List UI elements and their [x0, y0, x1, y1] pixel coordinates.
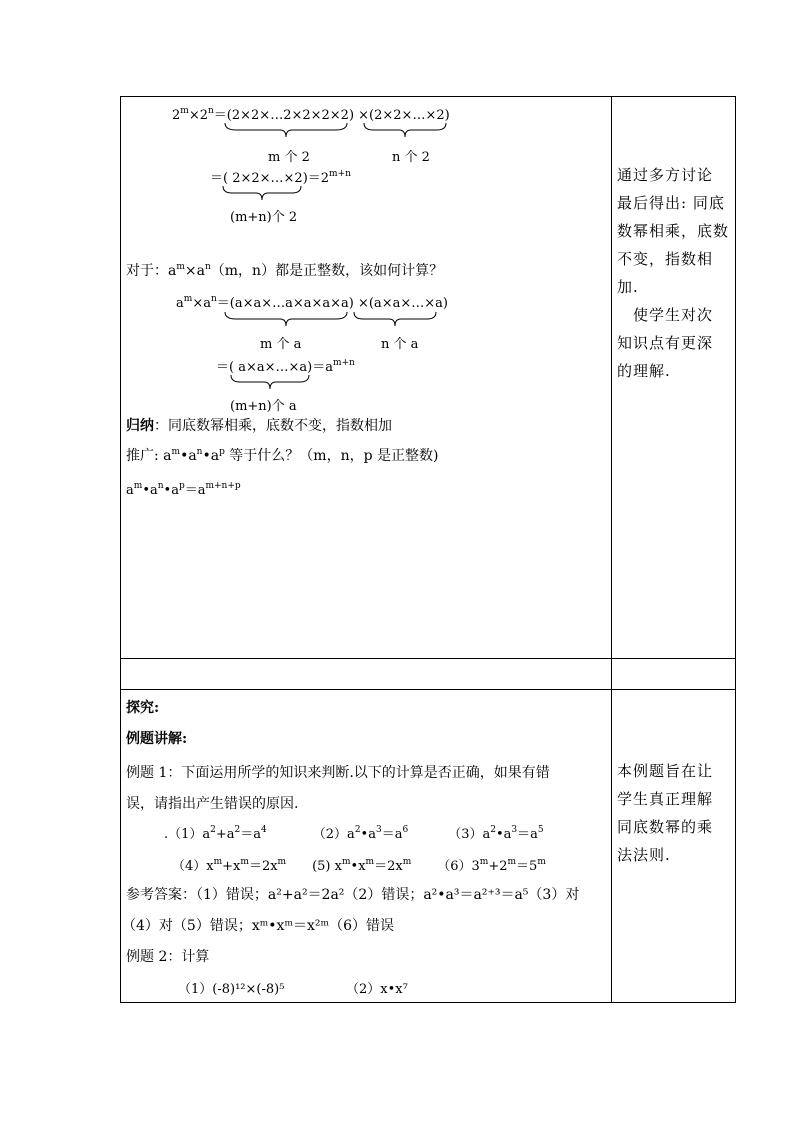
table-row-divider-1 [120, 658, 736, 659]
brace-mn-a [230, 373, 310, 391]
power-a-equation: $a^m\times a^n=(a\times a\times\dots a\times a\times a\times a)$ ×(a×a×…×a) [176, 294, 448, 311]
label-n-twos: n 个 2 [392, 150, 430, 165]
brace-mn-twos [222, 184, 302, 202]
note-line: 法法则. [617, 846, 671, 864]
example1-row2 [172, 855, 546, 874]
note-line: 知识点有更深 [617, 334, 714, 352]
summary-rule: 归纳：同底数幂相乘，底数不变，指数相加 [126, 418, 392, 434]
table-border-left [120, 96, 121, 1003]
note-line: 加. [617, 278, 639, 296]
note-line: 不变，指数相 [617, 250, 714, 268]
example1-item: (5) $x^m•x^m=2x^m$ [312, 857, 412, 874]
example1-item: $(6)3^m+2^m=5^m$ [437, 857, 546, 874]
answer-line2: （4）对（5）错误；xᵐ•xᵐ＝x²ᵐ（6）错误 [122, 918, 395, 934]
label-m-a: m 个 a [260, 337, 302, 352]
note-line: 最后得出: 同底 [617, 194, 725, 212]
explore-heading: 探究: [126, 700, 160, 716]
example1-prompt-line2: 误，请指出产生错误的原因. [126, 796, 299, 812]
example1-prompt-line1: 例题 1：下面运用所学的知识来判断.以下的计算是否正确，如果有错 [126, 765, 550, 781]
note-line: 使学生对次 [617, 306, 714, 324]
teaching-note-2 [617, 757, 713, 869]
brace-n-a [353, 310, 437, 328]
power-two-equation: $2^m\times 2^n=(2\times 2\times\dots 2\times 2\times 2\times 2)$ ×(2×2×…×2) [172, 106, 450, 123]
brace-m-twos [224, 121, 348, 139]
note-line: 数幂相乘，底数 [617, 222, 730, 240]
summary-label: 归纳 [126, 418, 154, 434]
table-border-top [120, 96, 736, 97]
generalization-question: 推广: $a^m•a^n•a^p$ 等于什么？（m，n，p 是正整数) [126, 447, 439, 464]
brace-m-a [224, 310, 348, 328]
teaching-note-1 [617, 161, 729, 385]
table-divider-column [611, 96, 612, 1003]
table-border-bottom [120, 1002, 736, 1003]
example1-item: $(4)x^m+x^m=2x^m$ [172, 857, 287, 874]
label-mn-twos: (m+n)个 2 [230, 210, 298, 225]
power-two-result: ＝( $2\times 2\times\dots\times 2)=2^{m+n}$ [210, 169, 351, 186]
example1-item: $.(1)a^2+a^2=a^4$ [164, 825, 267, 842]
generalization-result: $a^m•a^n•a^p=a^{m+n+p}$ [126, 481, 241, 498]
brace-n-twos [363, 121, 447, 139]
example-heading: 例题讲解: [126, 731, 188, 747]
label-n-a: n 个 a [381, 337, 419, 352]
example1-item: $(3)a^2•a^3=a^5$ [448, 825, 544, 842]
example2-item2: （2）x•x⁷ [346, 982, 408, 997]
question-general: 对于：$a^m\times a^n(m$，n）都是正整数，该如何计算？ [126, 262, 444, 279]
label-mn-a: (m+n)个 a [230, 399, 297, 414]
example1-row1 [164, 823, 544, 842]
example2-prompt: 例题 2：计算 [126, 949, 210, 965]
example2-item1: （1）(-8)¹²×(-8)⁵ [178, 982, 285, 997]
answer-line1: 参考答案：（1）错误；a²+a²＝2a²（2）错误；a²•a³＝a²⁺³＝a⁵（3）对 [126, 887, 580, 903]
note-line: 本例题旨在让 [617, 762, 714, 780]
table-border-right [735, 96, 736, 1003]
note-line: 学生真正理解 [617, 790, 714, 808]
note-line: 通过多方讨论 [617, 166, 714, 184]
example1-item: $(2)a^2•a^3=a^6$ [312, 825, 409, 842]
note-line: 的理解. [617, 362, 671, 380]
label-m-twos: m 个 2 [268, 150, 310, 165]
power-a-result: ＝( $a\times a\times\dots\times a)=a^{m+n}$ [216, 358, 355, 375]
table-row-divider-2 [120, 689, 736, 690]
note-line: 同底数幂的乘 [617, 818, 714, 836]
